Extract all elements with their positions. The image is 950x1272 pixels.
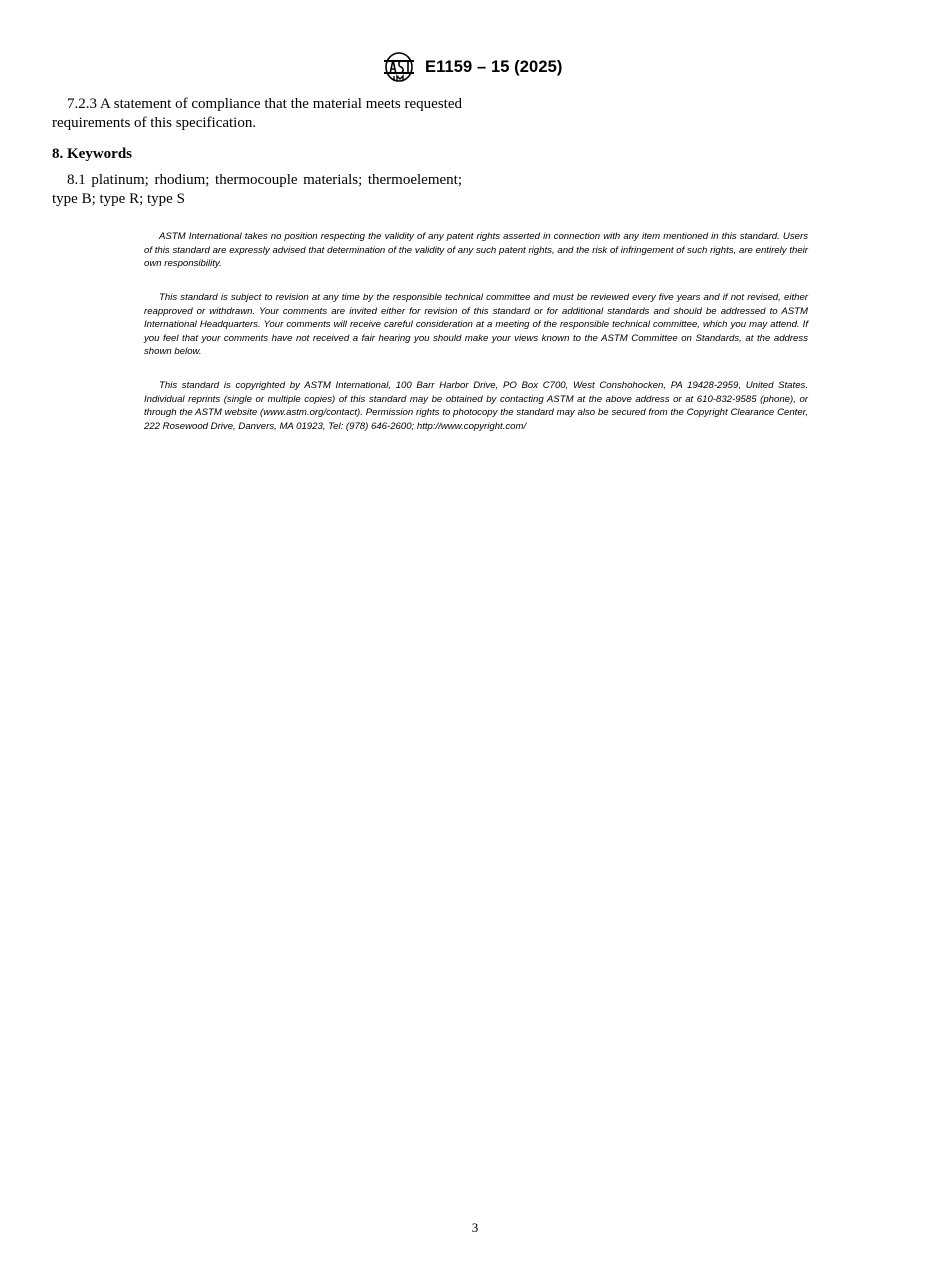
copyright-notice: This standard is copyrighted by ASTM International, 100 Barr Harbor Drive, PO Box C700, West Conshohocken, PA 19428-2959, United States. Individual reprints (single or multiple copies) of this standard may be obtained by contacting ASTM at the above address or at 610-832-9585 (phone), or through the ASTM website (www.astm.org/contact). Permission rights to photocopy the standard may also be secured from the Copyright Clearance Center, 222 Rosewood Drive, Danvers, MA 01923, Tel: (978) 646-2600; http://www.copyright.com/ <box>144 380 808 432</box>
page-header <box>0 52 950 84</box>
page-number: 3 <box>471 1220 479 1235</box>
paragraph-7-2-3: 7.2.3 A statement of compliance that the material meets requested requirements of this specification. <box>52 96 462 131</box>
standard-designation: E1159 – 15 (2025) <box>425 58 563 76</box>
paragraph-8-1: 8.1 platinum; rhodium; thermocouple materials; thermoelement; type B; type R; type S <box>52 172 462 207</box>
section-heading-keywords: 8. Keywords <box>52 146 132 162</box>
astm-logo-icon <box>381 52 417 82</box>
revision-notice: This standard is subject to revision at any time by the responsible technical committee and must be reviewed every five years and if not revised, either reapproved or withdrawn. Your comments are invited either for revision of this standard or for additional standards and should be addressed to ASTM International Headquarters. Your comments will receive careful consideration at a meeting of the responsible technical committee, which you may attend. If you feel that your comments have not received a fair hearing you should make your views known to the ASTM Committee on Standards, at the address shown below. <box>144 292 808 358</box>
patent-notice: ASTM International takes no position respecting the validity of any patent rights asserted in connection with any item mentioned in this standard. Users of this standard are expressly advised that determination of the validity of any such patent rights, and the risk of infringement of such rights, are entirely their own responsibility. <box>144 231 808 270</box>
